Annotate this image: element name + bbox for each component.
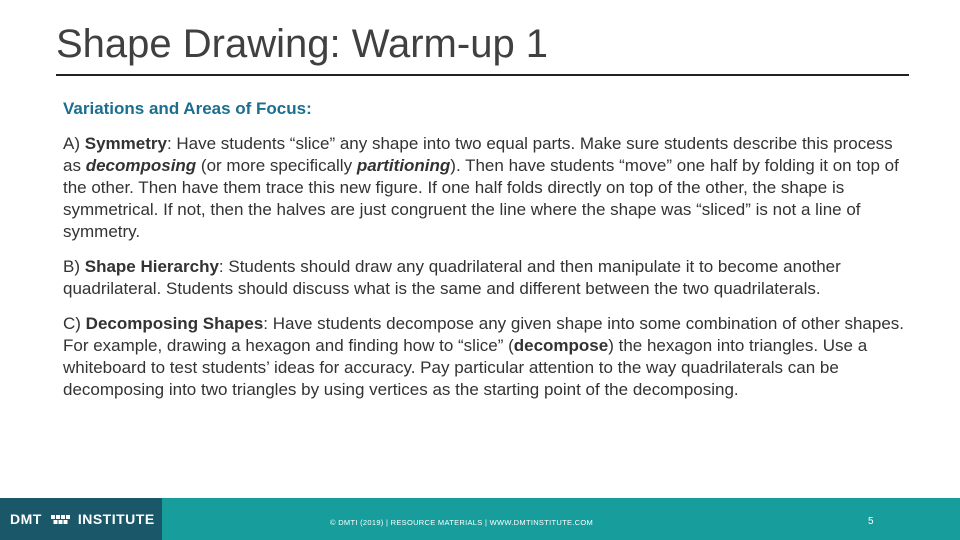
paragraph-b-text-1: : Students should draw any quadrilateral and then manipulate it to become another quadrilateral. Students should discuss what is the same and different between the two quadrilaterals. [63,257,841,298]
title-divider [56,74,909,76]
paragraph-c-prefix: C) [63,314,86,333]
paragraph-a-emphasis-1: decomposing [85,156,197,175]
logo-text-institute: INSTITUTE [77,511,155,527]
paragraph-a-text-1: : Have students “slice” any shape into two equal parts. Make sure students describe this process as [63,134,893,175]
paragraph-b [63,256,913,300]
paragraph-c-text-2: ) the hexagon into triangles. Use a whiteboard to test students’ ideas for accuracy. Pay particular attention to the way quadrilaterals can be decomposing into two triangles by using vertices as the starting point of the decomposing. [63,336,868,399]
paragraph-a-term: Symmetry [84,134,167,153]
paragraph-c-text-1: : Have students decompose any given shape into some combination of other shapes. For example, drawing a hexagon and finding how to “slice” ( [63,314,905,355]
page-number: 5 [868,516,874,527]
slide-content [63,98,913,414]
paragraph-b-prefix: B) [63,257,85,276]
logo-text-dmt: DMT [10,511,42,527]
paragraph-c-term: Decomposing Shapes [85,314,264,333]
paragraph-a-text-3: ). Then have students “move” one half by folding it on top of the other. Then have them trace this new figure. If one half folds directly on top of the other, the shape is symmetrical. If not, then the halves are just congruent the line where the shape was “sliced” is not a line of symmetry. [63,156,899,241]
paragraph-a-text-2: (or more specifically [196,156,357,175]
slide-title: Shape Drawing: Warm-up 1 [56,22,549,66]
paragraph-a [63,133,913,243]
footer-copyright: © DMTI (2019) | RESOURCE MATERIALS | WWW.DMTINSTITUTE.COM [330,518,594,527]
dmt-logo-icon [50,512,72,526]
paragraph-a-emphasis-2: partitioning [356,156,451,175]
subheading: Variations and Areas of Focus: [63,99,312,118]
footer-bar [0,498,960,540]
paragraph-b-term: Shape Hierarchy [84,257,219,276]
paragraph-a-prefix: A) [63,134,85,153]
paragraph-c [63,313,913,401]
paragraph-c-bold-1: decompose [513,336,609,355]
dmt-logo [0,498,162,540]
